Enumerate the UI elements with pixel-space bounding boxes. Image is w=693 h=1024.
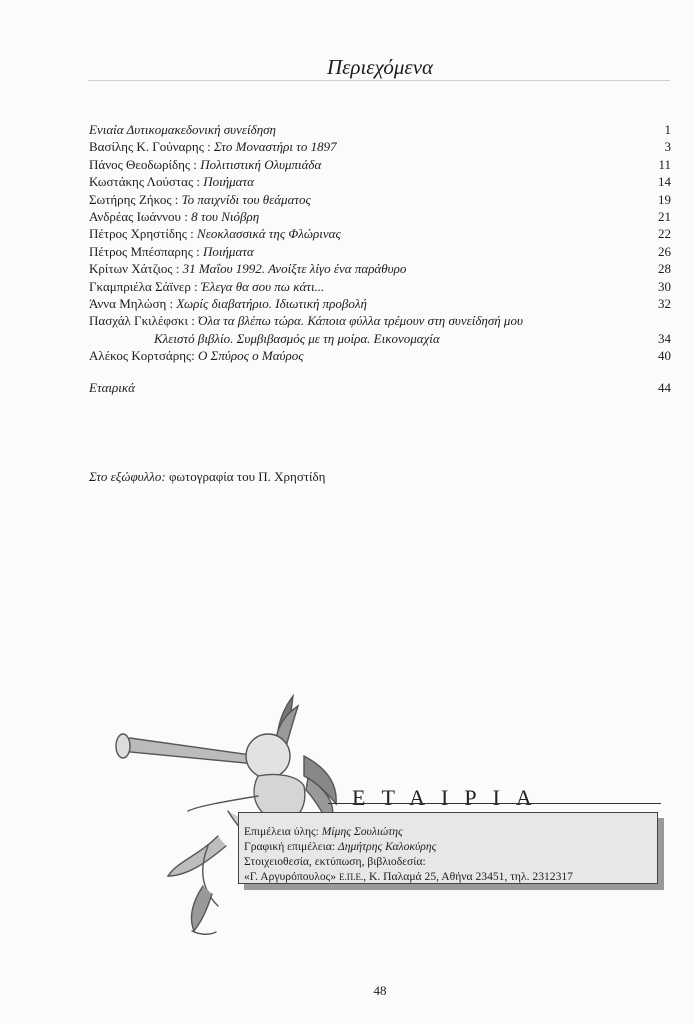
toc-page: 1 [664,122,671,137]
toc-page: 40 [658,348,671,364]
toc-title: Χωρίς διαβατήριο. Ιδιωτική προβολή [176,295,367,311]
toc-row [89,278,671,295]
toc-title: Όλα τα βλέπω τώρα. Κάποια φύλλα τρέμουν στη συνείδησή μου [198,313,523,329]
toc-page: 14 [658,174,671,190]
toc-author: Βασίλης Κ. Γούναρης : [89,139,214,155]
credits-box [238,812,658,884]
toc-author: Κρίτων Χάτζιος : [89,261,183,277]
toc-page: 44 [658,380,671,396]
toc-page: 11 [658,156,671,172]
toc-title: Στο Μοναστήρι το 1897 [213,139,337,155]
credits-company-type: Ε.Π.Ε. [338,872,364,882]
toc-page: 3 [664,139,671,155]
toc-title: Ενιαία Δυτικομακεδονική συνείδηση [89,122,277,137]
toc-page: 30 [658,278,671,294]
toc-title: Εταιρικά [89,380,135,396]
toc-title: Έλεγα θα σου πω κάτι... [200,278,325,294]
credits-printer-name: «Γ. Αργυρόπουλος» [244,870,339,883]
toc-author: Κωστάκης Λούστας : [89,174,204,190]
cover-note [89,469,325,485]
page-title: Περιεχόμενα [326,55,434,79]
toc-author: Πέτρος Μπέσπαρης : [89,243,203,259]
cover-note-label: Στο εξώφυλλο: [89,469,166,484]
toc-row [89,225,671,242]
toc-author: Πάνος Θεοδωρίδης : [89,156,201,172]
credits-value: Δημήτρης Καλοκύρης [337,840,437,853]
toc-page: 21 [658,208,671,224]
toc-page: 32 [658,295,671,311]
toc-row [89,156,671,173]
toc-row [89,312,671,329]
title-rule [88,80,670,81]
toc-page: 26 [658,243,671,259]
toc-title: Ο Σπύρος ο Μαύρος [198,348,304,364]
toc-row [89,191,671,208]
toc-title: Πολιτιστική Ολυμπιάδα [200,156,322,172]
toc-row [89,330,671,347]
toc-author: Αλέκος Κορτσάρης: [89,348,199,364]
toc-author: Ανδρέας Ιωάννου : [89,208,192,224]
toc-title: Το παιχνίδι του θεάματος [181,191,311,207]
toc-title: Νεοκλασσικά της Φλώρινας [197,226,341,242]
toc-row [89,260,671,277]
toc-row [89,208,671,225]
toc-page: 34 [658,330,671,346]
toc-title: Ποιήματα [203,174,254,190]
toc-row [89,347,671,364]
toc-title: Κλειστό βιβλίο. Συμβιβασμός με τη μοίρα. Εικονομαχία [154,330,440,346]
table-of-contents [89,121,671,397]
credits-line-design [244,839,657,854]
toc-title: Ποιήματα [202,243,254,259]
page-number: 48 [373,983,387,998]
toc-row [89,379,671,396]
logo-rule [328,803,661,804]
credits-line-printing: Στοιχειοθεσία, εκτύπωση, βιβλιοδεσία: [244,855,426,868]
toc-row [89,138,671,155]
toc-row [89,173,671,190]
toc-row [89,243,671,260]
toc-author: Πασχάλ Γκιλέφσκι : [89,313,199,329]
toc-author: Πέτρος Χρηστίδης : [89,226,198,242]
toc-author: Άννα Μηλώση : [89,295,177,311]
toc-page: 28 [658,261,671,277]
toc-page: 22 [658,226,671,242]
credits-printer-address: , Κ. Παλαμά 25, Αθήνα 23451, τηλ. 2312317 [363,870,573,883]
toc-title: 8 του Νιόβρη [191,208,260,224]
logo-wordmark: ΕΤΑΙΡΙΑ [352,785,548,810]
toc-row [89,121,671,138]
toc-author: Γκαμπριέλα Σάϊνερ : [89,278,201,294]
toc-title: 31 Μαΐου 1992. Ανοίξτε λίγο ένα παράθυρο [182,261,407,277]
toc-author: Σωτήρης Ζήκος : [89,191,182,207]
credits-value: Μίμης Σουλιώτης [321,825,403,838]
toc-page: 19 [658,191,671,207]
cover-note-text: φωτογραφία του Π. Χρηστίδη [165,469,326,484]
credits-label: Επιμέλεια ύλης: [244,825,322,838]
credits-line-printer [244,869,657,885]
credits-label: Γραφική επιμέλεια: [244,840,338,853]
toc-row [89,295,671,312]
credits-line-editor [244,824,657,839]
